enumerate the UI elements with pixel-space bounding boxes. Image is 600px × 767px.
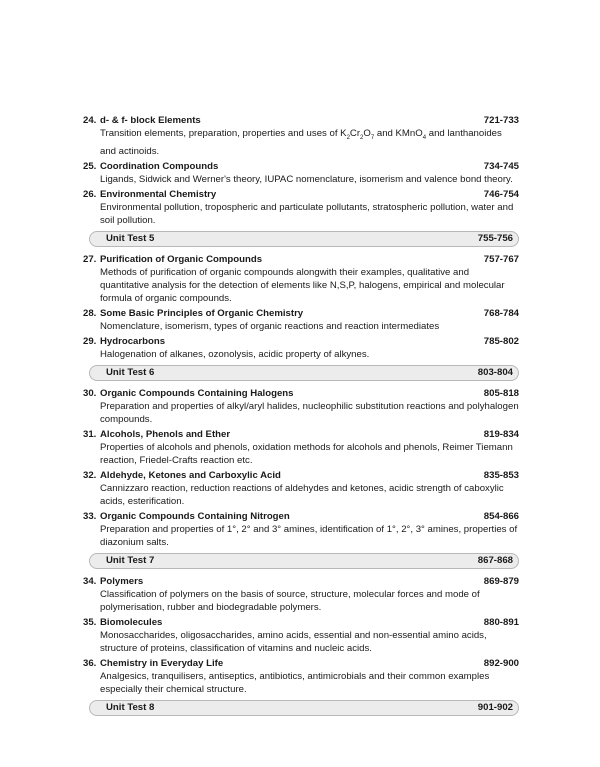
unit-test-bar: Unit Test 7 867-868 (89, 553, 519, 569)
item-title: Chemistry in Everyday Life (100, 657, 224, 669)
toc-item (83, 114, 519, 158)
item-number: 28. (83, 307, 97, 319)
item-description: Ligands, Sidwick and Werner's theory, IUPAC nomenclature, isomerism and valence bond theory. (100, 173, 513, 185)
item-number: 26. (83, 188, 97, 200)
item-number: 32. (83, 469, 97, 481)
item-description: Cannizzaro reaction, reduction reactions of aldehydes and ketones, acidic strength of caboxylic acids, esterification. (100, 482, 504, 507)
toc-item (83, 335, 519, 361)
item-title: Organic Compounds Containing Nitrogen (100, 510, 290, 522)
toc-item (83, 428, 519, 467)
table-of-contents (83, 114, 519, 722)
toc-item (83, 253, 519, 305)
item-description: Halogenation of alkanes, ozonolysis, acidic property of alkynes. (100, 348, 370, 360)
item-title: Hydrocarbons (100, 335, 166, 347)
item-title: Coordination Compounds (100, 160, 219, 172)
item-description: Transition elements, preparation, properties and uses of $K_2Cr_2O_7$ and KMnO$_4$ and lanthanoides and actinoids. (100, 128, 502, 157)
item-title: Organic Compounds Containing Halogens (100, 387, 294, 399)
item-description: Preparation and properties of 1°, 2° and 3° amines, identification of 1°, 2°, 3° amines, properties of diazonium salts. (100, 523, 518, 548)
item-number: 24. (83, 115, 97, 126)
unit-test-bar: Unit Test 8 901-902 (89, 700, 519, 716)
item-description: Classification of polymers on the basis of source, structure, molecular forces and mode of polymerisation, rubber and biodegradable polymers. (100, 588, 480, 613)
item-pages: 734-745 (483, 160, 519, 172)
item-pages: 746-754 (483, 188, 519, 200)
item-description: Nomenclature, isomerism, types of organic reactions and reaction intermediates (100, 320, 440, 332)
item-title: d- & f- block Elements (100, 115, 201, 126)
item-description: Methods of purification of organic compounds alongwith their examples, qualitative and quantitative analysis for the detection of elements like N,S,P, halogens, empirical and molecular formula of organic compounds. (100, 266, 505, 304)
item-number: 29. (83, 335, 97, 347)
item-pages: 721-733 (483, 115, 519, 126)
item-pages: 892-900 (483, 657, 519, 669)
item-pages: 835-853 (483, 469, 519, 481)
toc-item (83, 387, 519, 426)
item-pages: 785-802 (483, 335, 519, 347)
item-description: Environmental pollution, tropospheric and particulate pollutants, stratospheric pollution, water and soil pollution. (100, 201, 514, 226)
item-number: 30. (83, 387, 97, 399)
unit-test-bar: Unit Test 6 803-804 (89, 365, 519, 381)
item-pages: 854-866 (483, 510, 519, 522)
item-pages: 819-834 (483, 428, 519, 440)
item-description: Monosaccharides, oligosaccharides, amino acids, essential and non-essential amino acids, structure of proteins, classification of vitamins and nucleic acids. (100, 629, 487, 654)
toc-item (83, 657, 519, 696)
item-number: 25. (83, 160, 97, 172)
item-pages: 869-879 (483, 575, 519, 587)
item-number: 31. (83, 428, 97, 440)
item-pages: 757-767 (483, 253, 519, 265)
toc-item (83, 510, 519, 549)
item-description: Analgesics, tranquilisers, antiseptics, antibiotics, antimicrobials and their common examples especially their chemical structure. (100, 670, 490, 695)
item-number: 36. (83, 657, 97, 669)
item-number: 35. (83, 616, 97, 628)
item-title: Purification of Organic Compounds (100, 253, 263, 265)
item-number: 27. (83, 253, 97, 265)
item-pages: 805-818 (483, 387, 519, 399)
item-description: Properties of alcohols and phenols, oxidation methods for alcohols and phenols, Reimer Tiemann reaction, Friedel-Crafts reaction etc. (100, 441, 513, 466)
item-title: Environmental Chemistry (100, 188, 217, 200)
item-title: Some Basic Principles of Organic Chemistry (100, 307, 304, 319)
toc-item (83, 469, 519, 508)
item-title: Alcohols, Phenols and Ether (100, 428, 231, 440)
toc-item (83, 160, 519, 186)
toc-item (83, 575, 519, 614)
item-pages: 768-784 (483, 307, 519, 319)
unit-test-bar: Unit Test 5 755-756 (89, 231, 519, 247)
toc-item (83, 616, 519, 655)
item-description: Preparation and properties of alkyl/aryl halides, nucleophilic substitution reactions and polyhalogen compounds. (100, 400, 519, 425)
toc-item (83, 188, 519, 227)
item-title: Biomolecules (100, 616, 163, 628)
item-pages: 880-891 (483, 616, 519, 628)
item-title: Polymers (100, 575, 144, 587)
item-title: Aldehyde, Ketones and Carboxylic Acid (100, 469, 281, 481)
item-number: 34. (83, 575, 97, 587)
toc-item (83, 307, 519, 333)
item-number: 33. (83, 510, 97, 522)
